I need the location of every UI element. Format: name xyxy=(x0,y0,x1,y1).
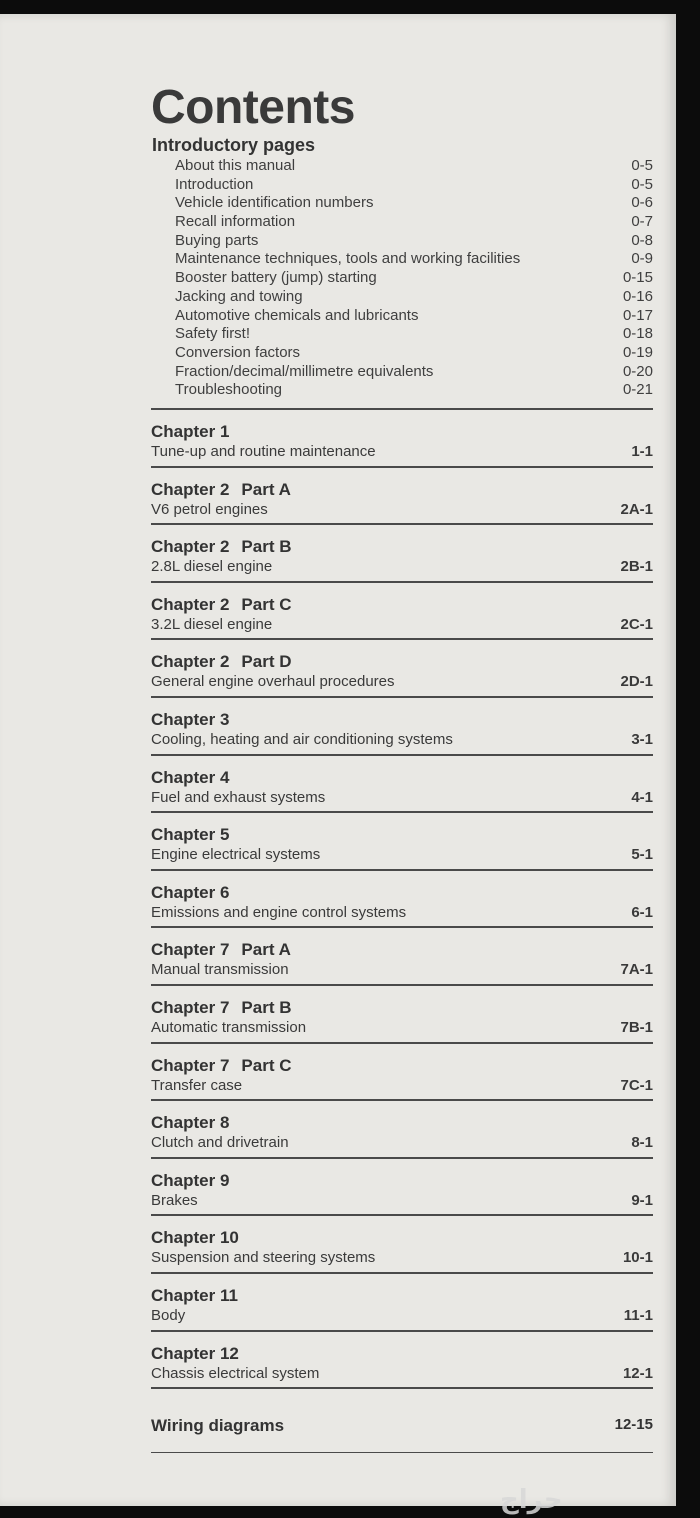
intro-item-page: 0-21 xyxy=(622,381,653,399)
intro-item xyxy=(175,381,653,400)
intro-item xyxy=(175,250,653,269)
chapter-description: Manual transmission xyxy=(151,961,289,979)
chapter-title xyxy=(151,710,653,730)
chapter-line xyxy=(151,960,653,980)
chapter-part: Part C xyxy=(241,594,292,614)
intro-item xyxy=(175,288,653,307)
intro-item xyxy=(175,269,653,288)
chapter-page: 7A-1 xyxy=(620,961,653,979)
chapter-page: 9-1 xyxy=(631,1191,653,1209)
chapter-line xyxy=(151,1248,653,1268)
chapter-entry xyxy=(151,1171,653,1215)
intro-item xyxy=(175,213,653,232)
chapter-number: Chapter 10 xyxy=(151,1228,239,1248)
chapter-line xyxy=(151,1306,653,1326)
chapter-line xyxy=(151,730,653,750)
chapter-entry xyxy=(151,1113,653,1157)
page-title: Contents xyxy=(151,81,355,134)
chapter-title xyxy=(151,1344,653,1364)
intro-item-label: Vehicle identification numbers xyxy=(175,194,374,212)
chapter-line xyxy=(151,1364,653,1384)
chapter-page: 7C-1 xyxy=(620,1076,653,1094)
chapter-title xyxy=(151,595,653,615)
chapter-number: Chapter 2 xyxy=(151,537,230,557)
chapter-description: Emissions and engine control systems xyxy=(151,903,407,921)
chapter-line xyxy=(151,1133,653,1153)
intro-item-page: 0-16 xyxy=(622,287,653,305)
section-rule xyxy=(151,984,653,986)
chapter-page: 8-1 xyxy=(631,1134,653,1152)
section-rule xyxy=(151,754,653,756)
chapter-part: Part B xyxy=(241,537,292,557)
chapter-part: Part C xyxy=(241,1055,292,1075)
chapter-line xyxy=(151,442,653,462)
wiring-label: Wiring diagrams xyxy=(151,1416,285,1435)
chapter-page: 2D-1 xyxy=(620,673,653,691)
chapter-title xyxy=(151,940,653,960)
section-rule xyxy=(151,811,653,813)
chapter-line xyxy=(151,1076,653,1096)
chapter-page: 2C-1 xyxy=(620,615,653,633)
intro-item-label: About this manual xyxy=(175,157,296,174)
intro-item-label: Troubleshooting xyxy=(175,381,283,399)
section-rule xyxy=(151,1272,653,1274)
intro-item-page: 0-15 xyxy=(622,269,653,287)
chapter-title xyxy=(151,1056,653,1076)
chapter-entry xyxy=(151,422,653,466)
section-rule xyxy=(151,408,653,410)
chapter-number: Chapter 8 xyxy=(151,1113,230,1133)
chapter-title xyxy=(151,825,653,845)
section-rule xyxy=(151,581,653,583)
chapter-description: Cooling, heating and air conditioning systems xyxy=(151,731,453,748)
chapter-page: 10-1 xyxy=(622,1249,653,1267)
chapter-title xyxy=(151,1113,653,1133)
chapter-entry xyxy=(151,825,653,869)
section-rule xyxy=(151,466,653,468)
chapter-description: Suspension and steering systems xyxy=(151,1249,376,1267)
section-rule xyxy=(151,1157,653,1159)
intro-item-label: Jacking and towing xyxy=(175,287,303,305)
chapter-description: 3.2L diesel engine xyxy=(151,615,273,633)
section-rule xyxy=(151,1214,653,1216)
intro-item-label: Maintenance techniques, tools and working facilities xyxy=(175,250,521,268)
chapter-number: Chapter 12 xyxy=(151,1343,239,1363)
wiring-entry xyxy=(151,1416,653,1436)
chapter-page: 1-1 xyxy=(631,443,653,460)
chapter-line xyxy=(151,845,653,865)
bottom-rule xyxy=(151,1452,653,1453)
intro-item-label: Fraction/decimal/millimetre equivalents xyxy=(175,362,434,380)
section-rule xyxy=(151,696,653,698)
chapter-description: Clutch and drivetrain xyxy=(151,1134,289,1152)
intro-item-label: Introduction xyxy=(175,175,254,193)
chapter-number: Chapter 2 xyxy=(151,479,230,499)
chapter-entry xyxy=(151,1344,653,1388)
chapter-title xyxy=(151,652,653,672)
chapter-page: 7B-1 xyxy=(620,1019,653,1036)
chapter-title xyxy=(151,768,653,788)
chapter-title xyxy=(151,480,653,500)
chapter-line xyxy=(151,788,653,808)
intro-item xyxy=(175,344,653,363)
chapter-entry xyxy=(151,883,653,927)
chapter-number: Chapter 3 xyxy=(151,710,230,729)
chapter-page: 3-1 xyxy=(631,731,653,748)
chapter-description: Body xyxy=(151,1307,186,1324)
intro-item xyxy=(175,194,653,213)
chapter-entry xyxy=(151,652,653,696)
section-rule xyxy=(151,1387,653,1389)
chapter-title xyxy=(151,883,653,903)
chapter-description: 2.8L diesel engine xyxy=(151,558,273,576)
intro-item-page: 0-6 xyxy=(631,194,653,212)
intro-item-page: 0-17 xyxy=(622,306,653,324)
intro-item-page: 0-9 xyxy=(631,250,653,268)
wiring-page: 12-15 xyxy=(614,1416,653,1433)
chapter-entry xyxy=(151,998,653,1042)
chapter-page: 2A-1 xyxy=(620,500,653,518)
chapter-part: Part D xyxy=(241,652,292,672)
section-rule xyxy=(151,926,653,928)
chapter-number: Chapter 1 xyxy=(151,422,230,441)
intro-item xyxy=(175,176,653,195)
chapter-entry xyxy=(151,1286,653,1330)
chapter-line xyxy=(151,903,653,923)
chapter-number: Chapter 4 xyxy=(151,767,230,787)
intro-list xyxy=(175,157,653,400)
chapter-line xyxy=(151,615,653,635)
chapter-page: 4-1 xyxy=(631,788,653,806)
chapter-page: 2B-1 xyxy=(620,558,653,576)
intro-item-page: 0-18 xyxy=(622,325,653,343)
chapter-line xyxy=(151,1018,653,1038)
intro-item xyxy=(175,157,653,176)
chapter-line xyxy=(151,557,653,577)
intro-item xyxy=(175,325,653,344)
chapter-number: Chapter 6 xyxy=(151,882,230,902)
chapter-entry xyxy=(151,480,653,524)
watermark-logo: حراج xyxy=(500,1484,563,1514)
chapter-description: V6 petrol engines xyxy=(151,500,268,518)
chapter-title xyxy=(151,537,653,557)
chapter-description: Fuel and exhaust systems xyxy=(151,788,326,806)
section-rule xyxy=(151,1042,653,1044)
chapter-description: Automatic transmission xyxy=(151,1019,307,1036)
intro-item-page: 0-5 xyxy=(631,175,653,193)
chapter-title xyxy=(151,422,653,442)
chapter-entry xyxy=(151,595,653,639)
chapter-line xyxy=(151,500,653,520)
section-rule xyxy=(151,1099,653,1101)
section-rule xyxy=(151,638,653,640)
document-page xyxy=(0,14,676,1506)
intro-item-page: 0-7 xyxy=(631,213,653,231)
chapter-title xyxy=(151,998,653,1018)
chapter-line xyxy=(151,1191,653,1211)
section-rule xyxy=(151,523,653,525)
chapter-number: Chapter 2 xyxy=(151,652,230,672)
chapter-entry xyxy=(151,1056,653,1100)
chapter-part: Part B xyxy=(241,998,292,1017)
chapter-page: 5-1 xyxy=(631,846,653,864)
chapter-description: General engine overhaul procedures xyxy=(151,673,395,691)
intro-item-label: Conversion factors xyxy=(175,343,301,361)
chapter-entry xyxy=(151,768,653,812)
section-rule xyxy=(151,869,653,871)
intro-item-page: 0-19 xyxy=(622,343,653,361)
chapter-number: Chapter 5 xyxy=(151,825,230,845)
intro-heading: Introductory pages xyxy=(152,135,316,155)
chapter-page: 11-1 xyxy=(623,1307,653,1324)
chapter-title xyxy=(151,1228,653,1248)
chapter-part: Part A xyxy=(241,479,291,499)
chapter-entry xyxy=(151,710,653,754)
section-rule xyxy=(151,1330,653,1332)
intro-item xyxy=(175,232,653,251)
chapter-entry xyxy=(151,537,653,581)
intro-item-label: Safety first! xyxy=(175,325,251,343)
chapter-title xyxy=(151,1286,653,1306)
intro-item xyxy=(175,307,653,326)
chapter-entry xyxy=(151,1228,653,1272)
intro-item-page: 0-20 xyxy=(622,362,653,380)
chapter-number: Chapter 7 xyxy=(151,998,230,1017)
intro-item-page: 0-8 xyxy=(631,231,653,249)
chapter-page: 12-1 xyxy=(622,1364,653,1382)
chapter-number: Chapter 7 xyxy=(151,1055,230,1075)
chapter-number: Chapter 11 xyxy=(151,1286,238,1305)
chapter-number: Chapter 2 xyxy=(151,594,230,614)
intro-item-page: 0-5 xyxy=(631,157,653,174)
intro-item-label: Automotive chemicals and lubricants xyxy=(175,306,419,324)
chapter-title xyxy=(151,1171,653,1191)
intro-item-label: Buying parts xyxy=(175,231,259,249)
chapter-page: 6-1 xyxy=(631,903,653,921)
intro-item-label: Recall information xyxy=(175,213,296,231)
chapter-description: Transfer case xyxy=(151,1076,243,1094)
chapter-description: Tune-up and routine maintenance xyxy=(151,443,376,460)
chapter-description: Chassis electrical system xyxy=(151,1364,320,1382)
chapter-description: Engine electrical systems xyxy=(151,846,321,864)
intro-item-label: Booster battery (jump) starting xyxy=(175,269,377,287)
chapter-part: Part A xyxy=(241,940,291,960)
chapter-number: Chapter 9 xyxy=(151,1170,230,1190)
chapter-entry xyxy=(151,940,653,984)
chapter-number: Chapter 7 xyxy=(151,940,230,960)
chapter-description: Brakes xyxy=(151,1191,198,1209)
intro-item xyxy=(175,363,653,382)
chapter-line xyxy=(151,672,653,692)
